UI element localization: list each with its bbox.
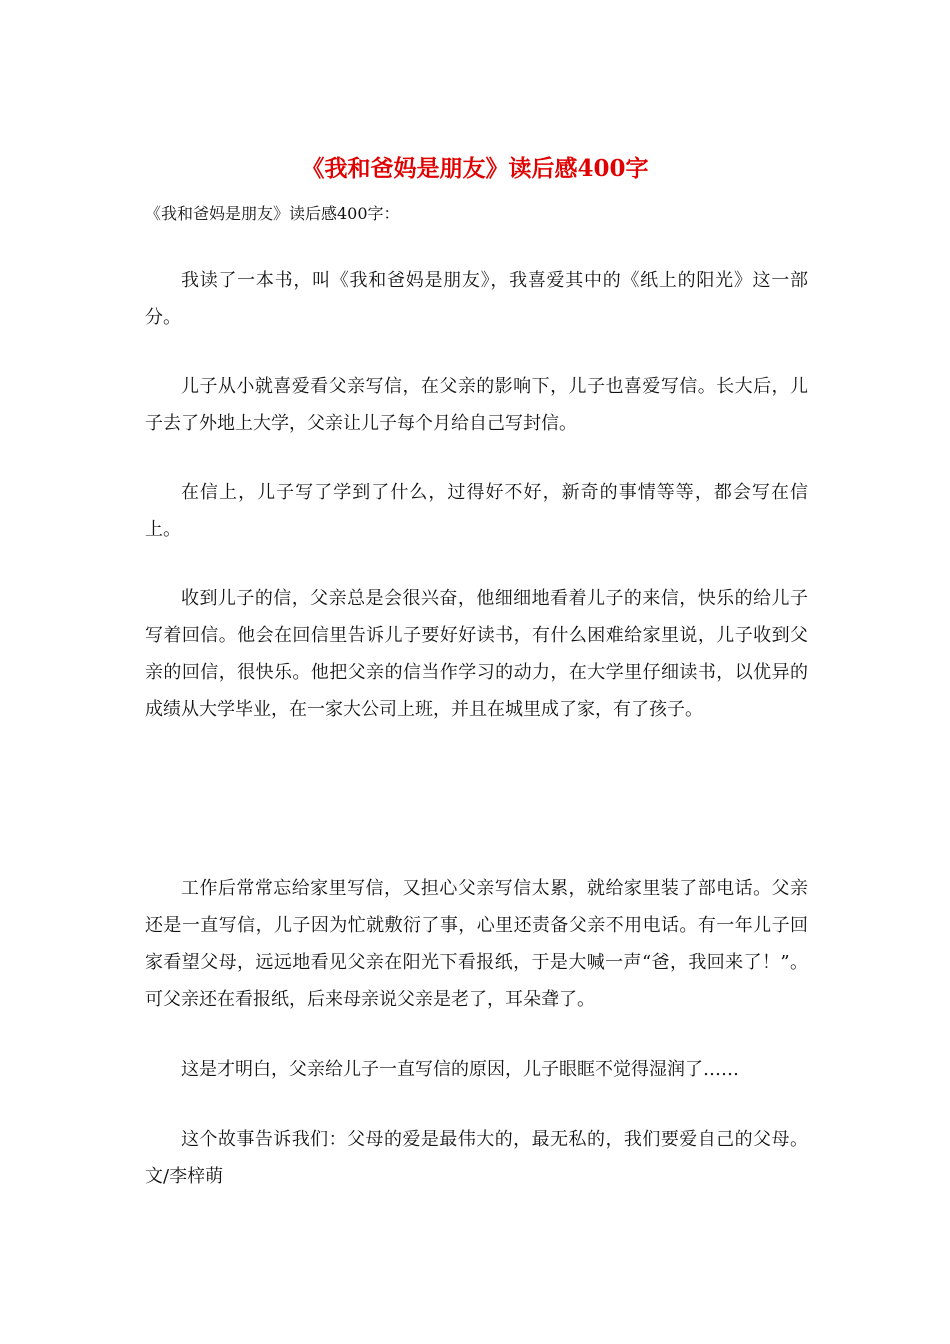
paragraph-4: 收到儿子的信，父亲总是会很兴奋，他细细地看着儿子的来信，快乐的给儿子写着回信。他会在回信里告诉儿子要好好读书，有什么困难给家里说，儿子收到父亲的回信，很快乐。他把父亲的信当作学习的动力，在大学里仔细读书，以优异的成绩从大学毕业，在一家大公司上班，并且在城里成了家，有了孩子。 bbox=[145, 588, 808, 720]
paragraph-1: 我读了一本书，叫《我和爸妈是朋友》，我喜爱其中的《纸上的阳光》这一部分。 bbox=[145, 270, 808, 328]
paragraph-7: 这个故事告诉我们：父母的爱是最伟大的，最无私的，我们要爱自己的父母。文/李梓萌 bbox=[145, 1129, 808, 1187]
paragraph-2: 儿子从小就喜爱看父亲写信，在父亲的影响下，儿子也喜爱写信。长大后，儿子去了外地上大学，父亲让儿子每个月给自己写封信。 bbox=[145, 376, 808, 434]
document-subtitle: 《我和爸妈是朋友》读后感400字： bbox=[145, 204, 400, 223]
paragraph-5: 工作后常常忘给家里写信，又担心父亲写信太累，就给家里装了部电话。父亲还是一直写信，儿子因为忙就敷衍了事，心里还责备父亲不用电话。有一年儿子回家看望父母，远远地看见父亲在阳光下看报纸，于是大喊一声“爸，我回来了！”。可父亲还在看报纸，后来母亲说父亲是老了，耳朵聋了。 bbox=[145, 878, 808, 1010]
paragraph-6: 这是才明白，父亲给儿子一直写信的原因，儿子眼眶不觉得湿润了…… bbox=[181, 1059, 739, 1080]
document-title: 《我和爸妈是朋友》读后感400字 bbox=[301, 155, 649, 182]
paragraph-3: 在信上，儿子写了学到了什么，过得好不好，新奇的事情等等，都会写在信上。 bbox=[145, 482, 808, 540]
